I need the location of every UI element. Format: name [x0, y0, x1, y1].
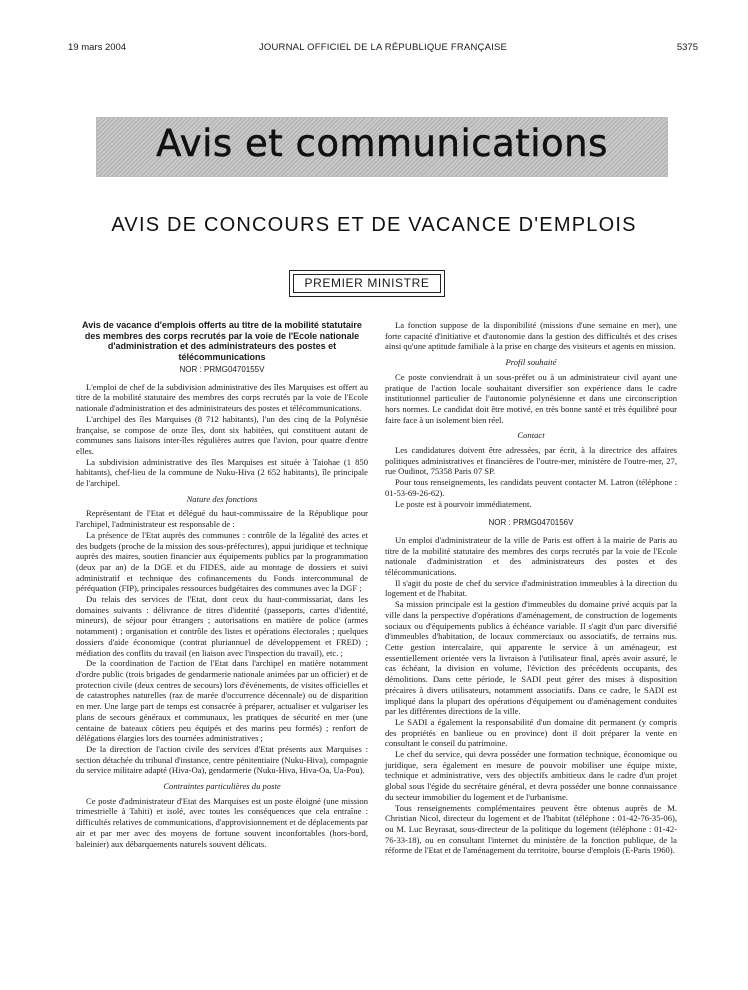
- paragraph: Les candidatures doivent être adressées, par écrit, à la directrice des affaires politiques administratives et financières de l'outre-mer, ministère de l'outre-mer, 27, rue Oudinot, 75358 Paris 07 SP.: [385, 445, 677, 477]
- subheading: Nature des fonctions: [186, 493, 258, 504]
- paragraph: Pour tous renseignements, les candidats peuvent contacter M. Latron (téléphone : 01-53-69-26-62).: [385, 477, 677, 498]
- paragraph: Du relais des services de l'Etat, dont ceux du haut-commissariat, dans les domaines suivants : délivrance de titres d'identité (passeports, cartes d'identité, mineurs), de séjour pour étrangers ; autorisations en matière de police (armes notamment) ; organisation et contrôle des listes et opérations électorales ; quelques dossiers d'aide économique (contrat pluriannuel de développement et FRED) ; médiation des conflits du travail (en liaison avec l'inspection du travail), etc. ;: [76, 594, 368, 658]
- page-header: [68, 42, 698, 56]
- paragraph: Représentant de l'Etat et délégué du haut-commissaire de la République pour l'archipel, l'administrateur est responsable de :: [76, 508, 368, 530]
- paragraph: La fonction suppose de la disponibilité (missions d'une semaine en mer), une forte capacité d'initiative et d'autonomie dans la gestion des difficultés et des crises ainsi qu'une aptitude familiale à la prise en charge des visiteurs et agents en mission.: [385, 320, 677, 352]
- banner-title: Avis et communications: [156, 122, 608, 165]
- paragraph: L'emploi de chef de la subdivision administrative des îles Marquises est offert au titre de la mobilité statutaire des membres des corps recrutés par la voie de l'Ecole nationale d'administration et des administrateurs des postes et télécommunications.: [76, 381, 368, 414]
- paragraph: Un emploi d'administrateur de la ville de Paris est offert à la mairie de Paris au titre de la mobilité statutaire des membres des corps recrutés par la voie de l'Ecole nationale d'administration et des administrateurs des postes et des télécommunications.: [385, 534, 677, 578]
- paragraph: De la coordination de l'action de l'Etat dans l'archipel en matière notamment d'ordre public (trois brigades de gendarmerie nationale animées par un officier) et de protection civile (deux centres de secours) lors d'événements, de visites officielles et de catastrophes naturelles (raz de marée d'occurrence décennale) ou de disparition en mer. Une large part de temps est consacrée à préparer, actualiser et vulgariser les plans de secours généraux et communaux, les pratiques de sécurité en mer (une centaine de bateaux côtiers peu équipés et des marins peu formés) ; renfort de délégations élargies lors des tournées administratives ;: [76, 658, 368, 744]
- paragraph: Le chef du service, qui devra posséder une formation technique, économique ou juridique, sera également en mesure de pouvoir mobiliser une équipe mixte, technique et administrative, vers des objectifs ambitieux dans le cadre d'un projet global sous l'égide du secrétaire général, et devra posséder une bonne connaissance du secteur immobilier du logement et de l'urbanisme.: [385, 749, 677, 802]
- paragraph: Le SADI a également la responsabilité d'un domaine dit permanent (y compris des propriétés en banlieue ou en province) dont il doit préparer la vente en consultant le conseil du patrimoine.: [385, 716, 677, 749]
- subheading: Contraintes particulières du poste: [163, 781, 281, 792]
- paragraph: Ce poste d'administrateur d'Etat des Marquises est un poste éloigné (une mission trimestrielle à Tahiti) et isolé, avec toutes les conséquences que cela entraîne : difficultés relatives de communications, d'approvisionnement et de déplacements par air et par mer avec des moyens de fortune souvent inconfortables (hors-bord, baleinier) aux débarquements naturels souvent délicats.: [76, 795, 368, 849]
- paragraph: L'archipel des îles Marquises (8 712 habitants), l'un des cinq de la Polynésie française, se compose de onze îles, dont six habitées, qui constituent autant de communes sans liaisons inter-îles régulières autres que l'avion, pour quatre d'entre elles.: [76, 413, 368, 456]
- section-banner: [96, 117, 668, 177]
- nor-reference: NOR : PRMG0470155V: [179, 365, 265, 374]
- notice-heading: Avis de vacance d'emplois offerts au titre de la mobilité statutaire des membres des corps recrutés par la voie de l'Ecole nationale d'administration et des administrateurs des postes et télécommunications: [82, 320, 362, 362]
- paragraph: Le poste est à pourvoir immédiatement.: [395, 498, 532, 509]
- nor-reference: NOR : PRMG0470156V: [488, 518, 574, 528]
- paragraph: La subdivision administrative des îles Marquises est située à Taiohae (1 850 habitants), chef-lieu de la commune de Nuku-Hiva (2 652 habitants), île principale de l'archipel.: [76, 456, 368, 489]
- page-number: 5375: [676, 42, 698, 53]
- subheading: Profil souhaité: [505, 357, 557, 368]
- left-column: [76, 320, 368, 849]
- ministry-label: PREMIER MINISTRE: [293, 274, 441, 293]
- ministry-box: [289, 270, 445, 297]
- subheading: Contact: [517, 430, 545, 441]
- section-title: AVIS DE CONCOURS ET DE VACANCE D'EMPLOIS: [111, 214, 637, 236]
- paragraph: Ce poste conviendrait à un sous-préfet ou à un administrateur civil ayant une pratique de l'action locale souhaitant diversifier son expérience dans le cadre institutionnel particulier de l'autonomie polynésienne et dans une circonscription hors normes. Le candidat doit être motivé, en très bonne santé et très équilibré pour faire face à un isolement bien réel.: [385, 371, 677, 425]
- paragraph: Tous renseignements complémentaires peuvent être obtenus auprès de M. Christian Nicol, directeur du logement et de l'habitat (téléphone : 01-42-76-35-06), ou M. Luc Beyrasat, sous-directeur de la politique du logement (téléphone : 01-42-76-33-18), ou en consultant l'internet du ministère de la fonction publique, de la réforme de l'Etat et de l'aménagement du territoire, bourse d'emplois (E-Paris 1960).: [385, 802, 677, 856]
- paragraph: De la direction de l'action civile des services d'Etat présents aux Marquises : section détachée du tribunal d'instance, centre pénitentiaire (Nuku-Hiva), compagnie du service militaire adapté (Hiva-Oa), gendarmerie (Nuku-Hiva, Hiva-Oa, Ua-Pou).: [76, 743, 368, 776]
- paragraph: La présence de l'Etat auprès des communes : contrôle de la légalité des actes et des budgets (proche de la mission des sous-préfectures), appui juridique et technique auprès des maires, soutien financier aux équipements publics par la programmation (deux par an) de la DGE et du FIDES, aide au montage de dossiers et suivi administratif et technique des cofinancements du Fonds intercommunal de péréquation (FIP), principales ressources budgétaires des communes avec la DGF ;: [76, 529, 368, 594]
- right-column: [385, 320, 677, 856]
- journal-title: JOURNAL OFFICIEL DE LA RÉPUBLIQUE FRANÇAISE: [258, 42, 508, 53]
- spacer: [385, 509, 677, 515]
- header-date: 19 mars 2004: [68, 42, 127, 53]
- paragraph: Il s'agit du poste de chef du service d'administration immeubles à la direction du logement et de l'habitat.: [385, 577, 677, 599]
- paragraph: Sa mission principale est la gestion d'immeubles du domaine privé acquis par la ville dans la perspective d'opérations d'aménagement, de construction de logements sociaux ou d'équipements publics à échéance variable. Il s'agit d'un parc diversifié d'immeubles d'habitation, de locaux commerciaux ou associatifs, de terrains nus. Cette gestion intercalaire, qui apparente le service à un aménageur, est essentiellement orientée vers la livraison à l'utilisateur final, après avoir assuré, le cas échéant, la division en volume, l'éviction des précédents occupants, des démolitions. Dans cette période, le SADI peut gérer des mises à disposition précaires à divers utilisateurs, notamment associatifs. Dans ce cadre, le SADI est impliqué dans la plupart des opérations d'équipement ou d'aménagement conduites par les différentes directions de la ville.: [385, 599, 677, 717]
